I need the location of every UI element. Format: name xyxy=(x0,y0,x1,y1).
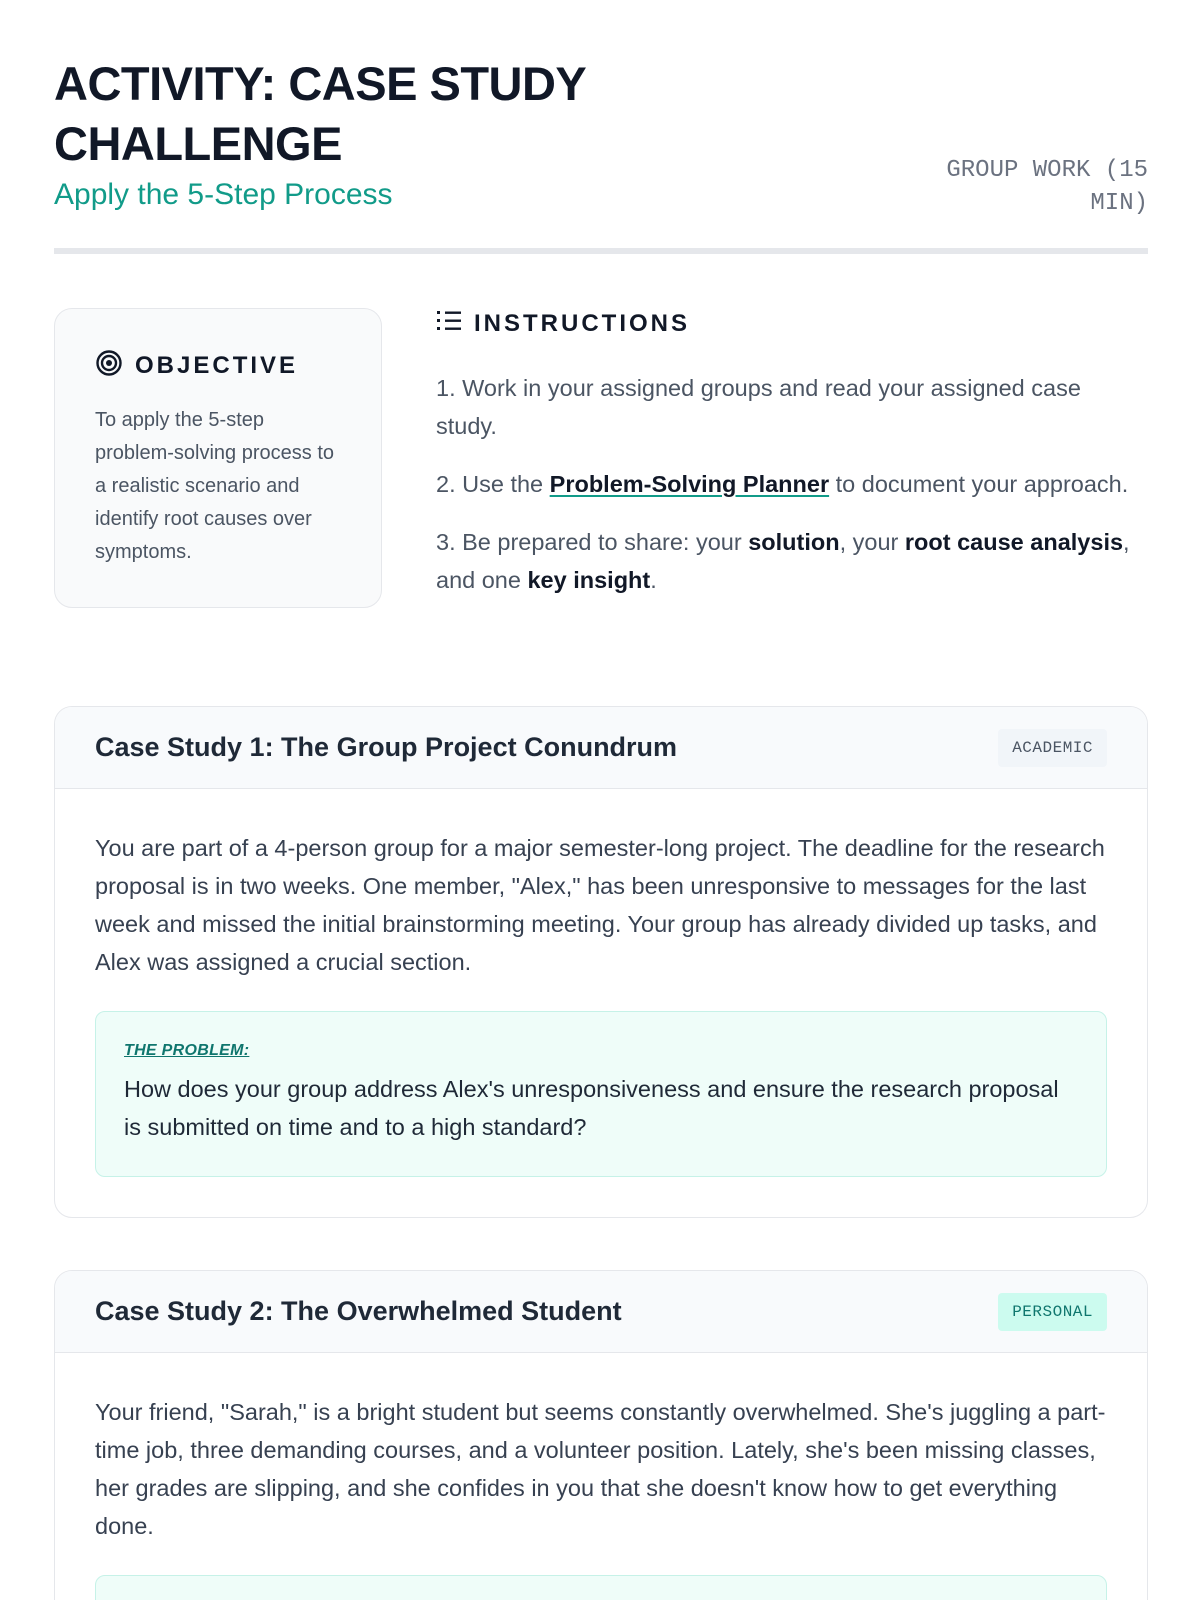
header-divider xyxy=(54,248,1148,254)
instructions-list xyxy=(436,369,1148,599)
case-study-description: Your friend, "Sarah," is a bright student but seems constantly overwhelmed. She's juggling a part-time job, three demanding courses, and a volunteer position. Lately, she's been missing classes, her grades are slipping, and she confides in you that she doesn't know how to get everything done. xyxy=(95,1399,1106,1539)
objective-text: To apply the 5-step problem-solving process to a realistic scenario and identify root causes over symptoms. xyxy=(95,409,334,563)
case-study-title: Case Study 1: The Group Project Conundrum xyxy=(95,732,678,762)
problem-box xyxy=(95,1575,1107,1600)
emphasis-solution: solution xyxy=(748,529,840,555)
case-study-description: You are part of a 4-person group for a major semester-long project. The deadline for the research proposal is in two weeks. One member, "Alex," has been unresponsive to messages for the last week and missed the initial brainstorming meeting. Your group has already divided up tasks, and Alex was assigned a crucial section. xyxy=(95,835,1105,975)
problem-label: THE PROBLEM: xyxy=(124,1042,250,1059)
planner-link[interactable]: Problem-Solving Planner xyxy=(549,471,830,497)
objective-card xyxy=(54,308,382,608)
instruction-text: . xyxy=(650,567,657,593)
case-study-title: Case Study 2: The Overwhelmed Student xyxy=(95,1296,622,1326)
case-study-body xyxy=(55,789,1147,1217)
case-study-header xyxy=(55,1271,1147,1353)
instruction-item-2 xyxy=(436,465,1148,503)
problem-text: How does your group address Alex's unresponsiveness and ensure the research proposal is submitted on time and to a high standard? xyxy=(124,1076,1059,1140)
instruction-text: 2. Use the xyxy=(436,471,550,497)
case-study-body xyxy=(55,1353,1147,1600)
emphasis-key-insight: key insight xyxy=(527,567,651,593)
problem-box xyxy=(95,1011,1107,1177)
page-subtitle: Apply the 5-Step Process xyxy=(54,178,393,211)
category-tag: PERSONAL xyxy=(998,1293,1107,1331)
list-icon xyxy=(436,308,462,339)
instruction-item-3 xyxy=(436,523,1148,599)
instruction-text: to document your approach. xyxy=(829,471,1129,497)
instructions-label: INSTRUCTIONS xyxy=(474,309,690,337)
category-tag: ACADEMIC xyxy=(998,729,1107,767)
instruction-text: , and one xyxy=(436,529,1130,593)
time-badge: GROUP WORK (15 MIN) xyxy=(946,157,1148,217)
instruction-text: 3. Be prepared to share: your xyxy=(436,529,749,555)
instruction-item-1: 1. Work in your assigned groups and read your assigned case study. xyxy=(436,375,1081,439)
instruction-text: , your xyxy=(839,529,905,555)
objective-heading xyxy=(95,349,341,382)
target-icon xyxy=(95,349,123,382)
instructions-heading xyxy=(436,308,1148,339)
objective-label: OBJECTIVE xyxy=(135,351,299,379)
case-study-header xyxy=(55,707,1147,789)
page-title: ACTIVITY: CASE STUDY CHALLENGE xyxy=(54,57,586,170)
instructions-section xyxy=(436,308,1148,619)
page-header xyxy=(54,54,1148,254)
case-study-card-1 xyxy=(54,706,1148,1218)
emphasis-root-cause: root cause analysis xyxy=(904,529,1124,555)
case-study-card-2 xyxy=(54,1270,1148,1600)
